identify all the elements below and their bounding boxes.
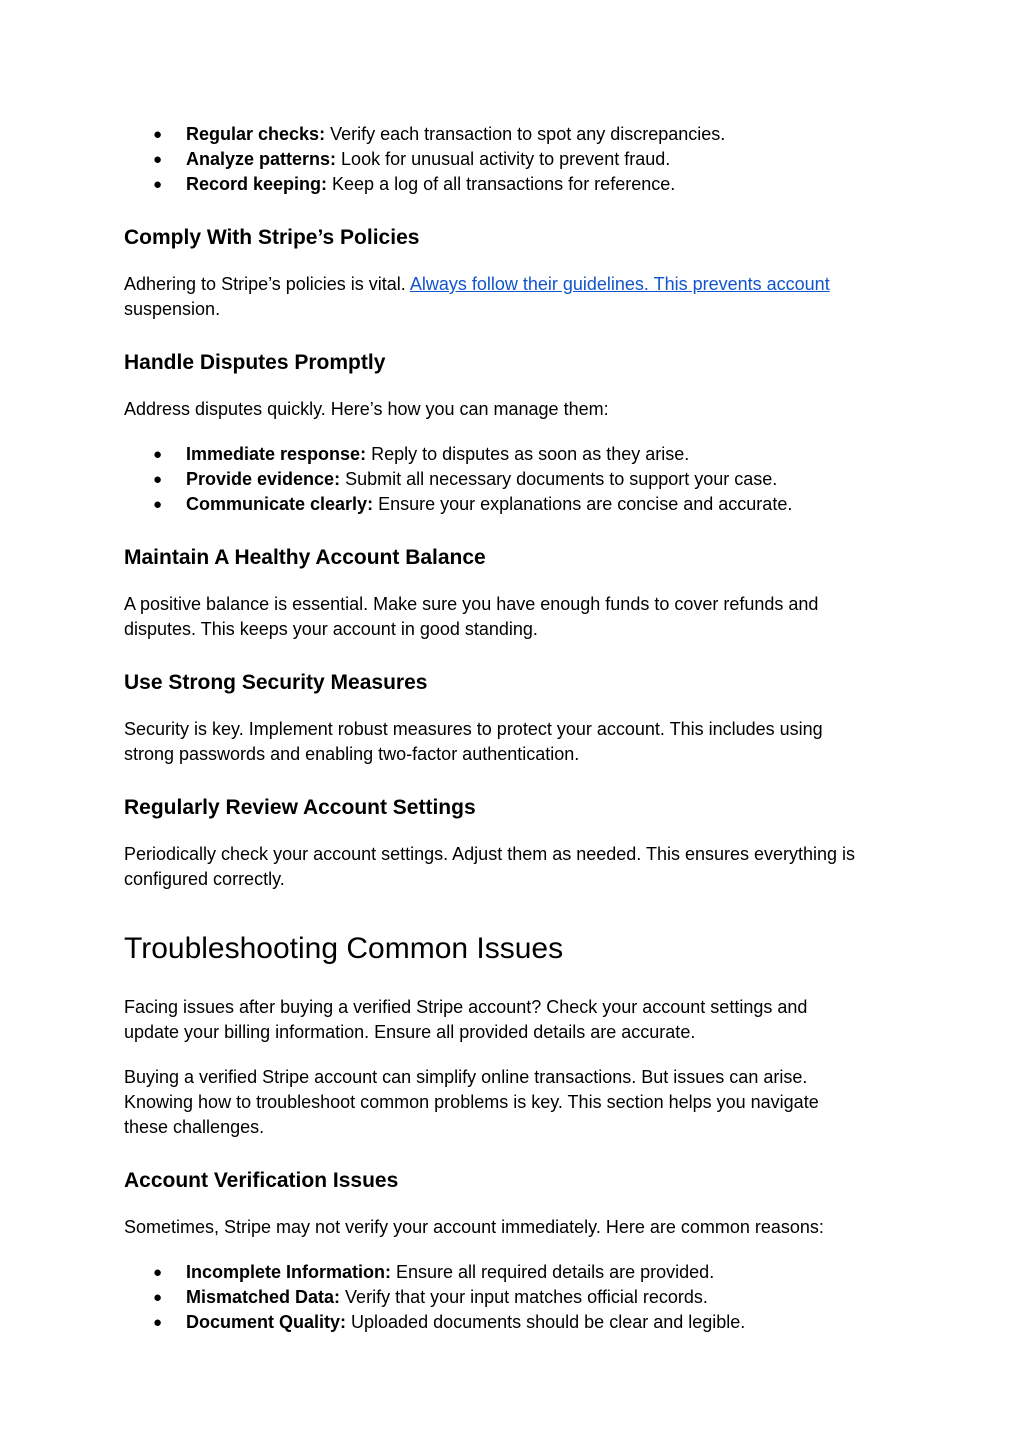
paragraph-text: strong passwords and enabling two-factor authentication. <box>124 744 580 764</box>
list-item-term: Document Quality: <box>186 1312 347 1332</box>
bullet-icon: ● <box>153 496 163 513</box>
paragraph: Address disputes quickly. Here’s how you can manage them: <box>124 399 609 419</box>
chapter-heading: Troubleshooting Common Issues <box>124 932 564 965</box>
paragraph-text: these challenges. <box>124 1117 265 1137</box>
list-item-term: Immediate response: <box>186 444 367 464</box>
list-item-term: Incomplete Information: <box>186 1262 392 1282</box>
bullet-list <box>124 122 914 197</box>
list-item-term: Regular checks: <box>186 124 326 144</box>
list-item-term: Record keeping: <box>186 174 328 194</box>
list-item <box>124 147 914 172</box>
paragraph-text: Adhering to Stripe’s policies is vital. <box>124 274 410 294</box>
section-heading: Comply With Stripe’s Policies <box>124 226 420 249</box>
bullet-icon: ● <box>153 1289 163 1306</box>
section-heading: Regularly Review Account Settings <box>124 796 476 819</box>
list-item <box>124 1285 914 1310</box>
list-item <box>124 1260 914 1285</box>
list-item-term: Provide evidence: <box>186 469 341 489</box>
list-item-text: Uploaded documents should be clear and legible. <box>346 1312 746 1332</box>
list-item-text: Verify that your input matches official records. <box>340 1287 708 1307</box>
section-heading: Use Strong Security Measures <box>124 671 428 694</box>
paragraph <box>124 592 914 642</box>
bullet-icon: ● <box>153 176 163 193</box>
list-item-text: Ensure your explanations are concise and accurate. <box>373 494 793 514</box>
paragraph-text: A positive balance is essential. Make sure you have enough funds to cover refunds and <box>124 594 819 614</box>
paragraph-text: update your billing information. Ensure all provided details are accurate. <box>124 1022 696 1042</box>
paragraph <box>124 995 914 1045</box>
list-item-term: Communicate clearly: <box>186 494 374 514</box>
paragraph: Sometimes, Stripe may not verify your account immediately. Here are common reasons: <box>124 1217 824 1237</box>
list-item-term: Mismatched Data: <box>186 1287 341 1307</box>
section-heading: Maintain A Healthy Account Balance <box>124 546 486 569</box>
paragraph-text: Buying a verified Stripe account can simplify online transactions. But issues can arise. <box>124 1067 808 1087</box>
paragraph-text: Knowing how to troubleshoot common problems is key. This section helps you navigate <box>124 1092 819 1112</box>
paragraph <box>124 272 914 322</box>
list-item-text: Keep a log of all transactions for reference. <box>327 174 676 194</box>
list-item <box>124 1310 914 1335</box>
list-item <box>124 492 914 517</box>
list-item-term: Analyze patterns: <box>186 149 337 169</box>
bullet-icon: ● <box>153 1264 163 1281</box>
paragraph-text: Facing issues after buying a verified Stripe account? Check your account settings and <box>124 997 808 1017</box>
list-item <box>124 122 914 147</box>
section-heading: Handle Disputes Promptly <box>124 351 386 374</box>
document-page <box>124 122 914 1335</box>
bullet-list <box>124 1260 914 1335</box>
bullet-icon: ● <box>153 446 163 463</box>
list-item-text: Ensure all required details are provided. <box>391 1262 715 1282</box>
list-item <box>124 442 914 467</box>
paragraph-text: configured correctly. <box>124 869 285 889</box>
list-item-text: Look for unusual activity to prevent fraud. <box>336 149 671 169</box>
bullet-icon: ● <box>153 1314 163 1331</box>
list-item-text: Submit all necessary documents to support your case. <box>340 469 778 489</box>
paragraph <box>124 842 914 892</box>
list-item <box>124 172 914 197</box>
paragraph-text: disputes. This keeps your account in good standing. <box>124 619 538 639</box>
guidelines-link[interactable]: Always follow their guidelines. This prevents account <box>409 274 830 294</box>
list-item-text: Reply to disputes as soon as they arise. <box>366 444 690 464</box>
paragraph-text: Periodically check your account settings. Adjust them as needed. This ensures everything is <box>124 844 856 864</box>
bullet-icon: ● <box>153 471 163 488</box>
bullet-icon: ● <box>153 126 163 143</box>
paragraph-text: suspension. <box>124 299 221 319</box>
bullet-list <box>124 442 914 517</box>
paragraph <box>124 717 914 767</box>
paragraph-text: Security is key. Implement robust measures to protect your account. This includes using <box>124 719 823 739</box>
list-item <box>124 467 914 492</box>
bullet-icon: ● <box>153 151 163 168</box>
list-item-text: Verify each transaction to spot any discrepancies. <box>325 124 726 144</box>
section-heading: Account Verification Issues <box>124 1169 399 1192</box>
paragraph <box>124 1065 914 1140</box>
